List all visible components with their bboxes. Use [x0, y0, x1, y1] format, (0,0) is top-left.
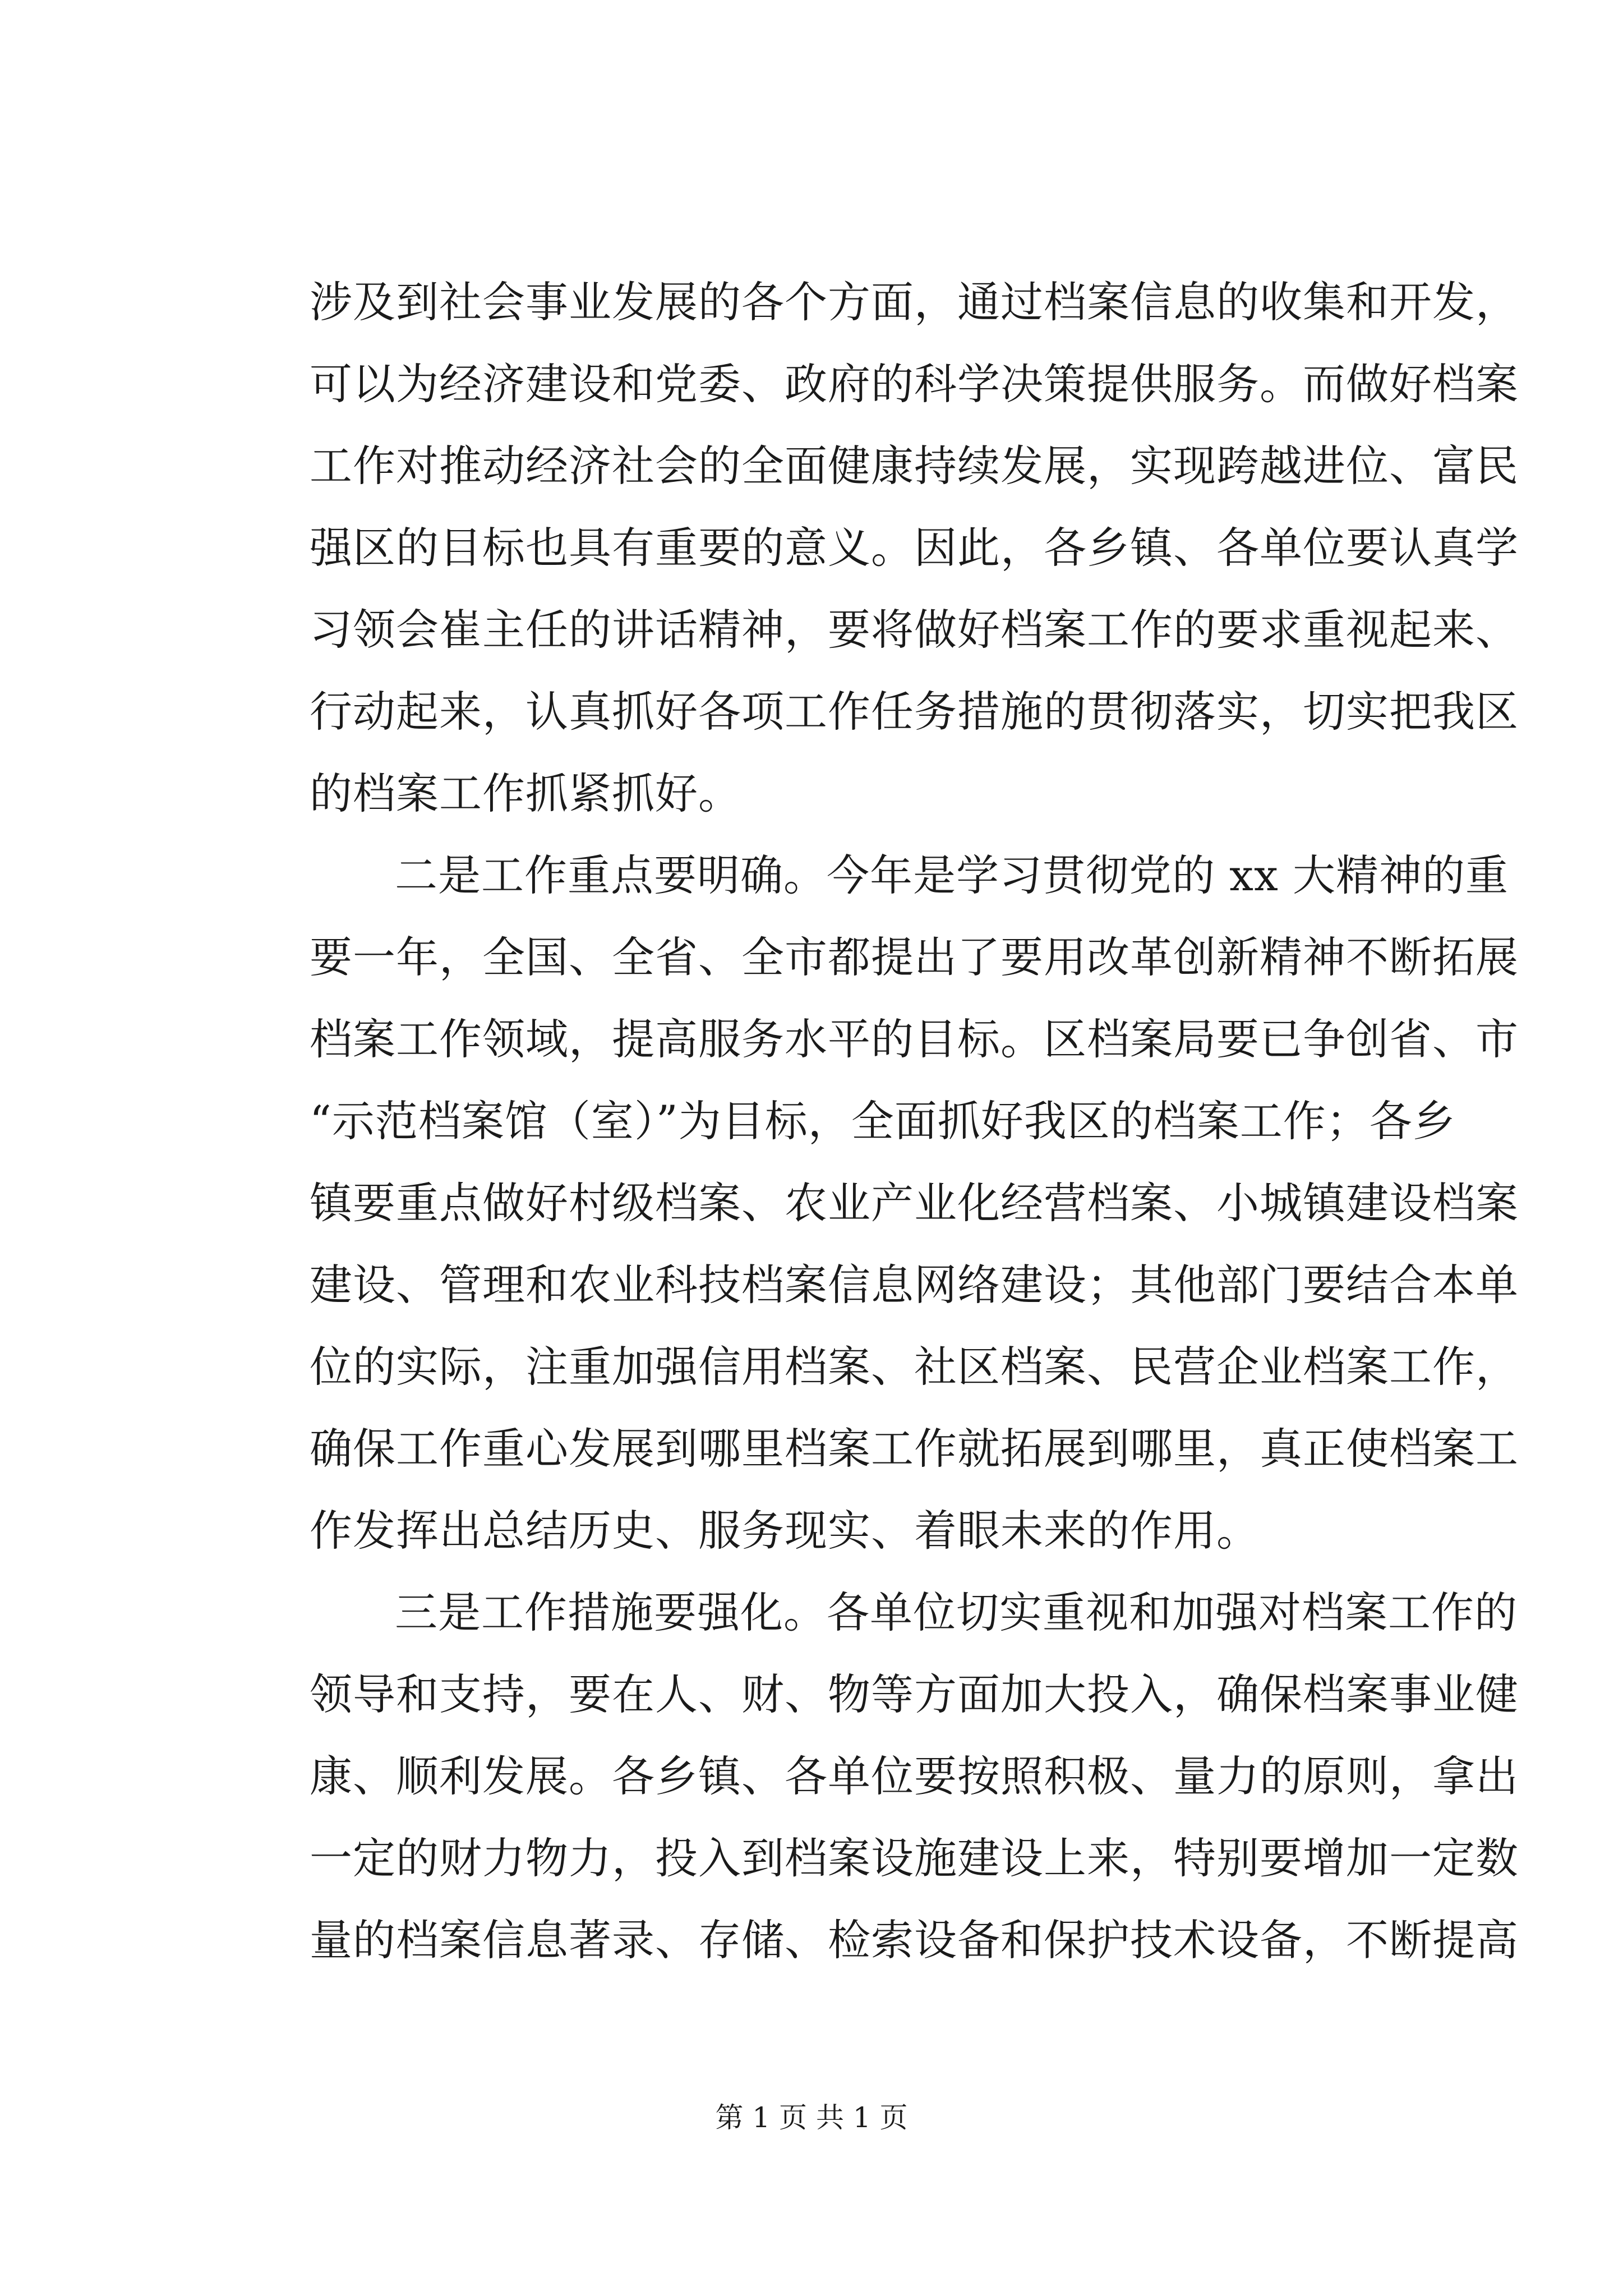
- text-line: 作发挥出总结历史、服务现实、着眼未来的作用。: [310, 1506, 1260, 1556]
- document-body: [310, 261, 1519, 1981]
- text-line: 确保工作重心发展到哪里档案工作就拓展到哪里，真正使档案工: [310, 1424, 1519, 1474]
- text-line: 领导和支持，要在人、财、物等方面加大投入，确保档案事业健: [310, 1669, 1519, 1719]
- paragraph-1: [310, 261, 1519, 835]
- text-line: 习领会崔主任的讲话精神，要将做好档案工作的要求重视起来、: [310, 605, 1519, 655]
- paragraph-2: [310, 835, 1519, 1572]
- text-line: 工作对推动经济社会的全面健康持续发展，实现跨越进位、富民: [310, 441, 1519, 491]
- text-line: 镇要重点做好村级档案、农业产业化经营档案、小城镇建设档案: [310, 1178, 1519, 1228]
- text-line: 强区的目标也具有重要的意义。因此，各乡镇、各单位要认真学: [310, 523, 1519, 573]
- text-line: 位的实际，注重加强信用档案、社区档案、民营企业档案工作，: [310, 1342, 1519, 1392]
- text-line: “示范档案馆（室）”为目标，全面抓好我区的档案工作；各乡: [310, 1096, 1456, 1146]
- text-line: 的档案工作抓紧抓好。: [310, 769, 741, 818]
- text-line: 三是工作措施要强化。各单位切实重视和加强对档案工作的: [395, 1588, 1518, 1637]
- text-line: 档案工作领域，提高服务水平的目标。区档案局要已争创省、市: [310, 1014, 1519, 1064]
- text-line: 一定的财力物力，投入到档案设施建设上来，特别要增加一定数: [310, 1833, 1519, 1883]
- text-line: 涉及到社会事业发展的各个方面，通过档案信息的收集和开发，: [310, 277, 1519, 327]
- text-line: 建设、管理和农业科技档案信息网络建设；其他部门要结合本单: [310, 1260, 1519, 1310]
- text-line: 二是工作重点要明确。今年是学习贯彻党的 xx 大精神的重: [395, 850, 1509, 900]
- text-line: 要一年，全国、全省、全市都提出了要用改革创新精神不断拓展: [310, 932, 1519, 982]
- text-line: 行动起来，认真抓好各项工作任务措施的贯彻落实，切实把我区: [310, 687, 1519, 737]
- text-line: 康、顺利发展。各乡镇、各单位要按照积极、量力的原则，拿出: [310, 1751, 1519, 1801]
- paragraph-3: [310, 1572, 1519, 1981]
- page-number-footer: 第 1 页 共 1 页: [715, 2101, 908, 2134]
- text-line: 可以为经济建设和党委、政府的科学决策提供服务。而做好档案: [310, 359, 1519, 409]
- text-line: 量的档案信息著录、存储、检索设备和保护技术设备，不断提高: [310, 1915, 1519, 1965]
